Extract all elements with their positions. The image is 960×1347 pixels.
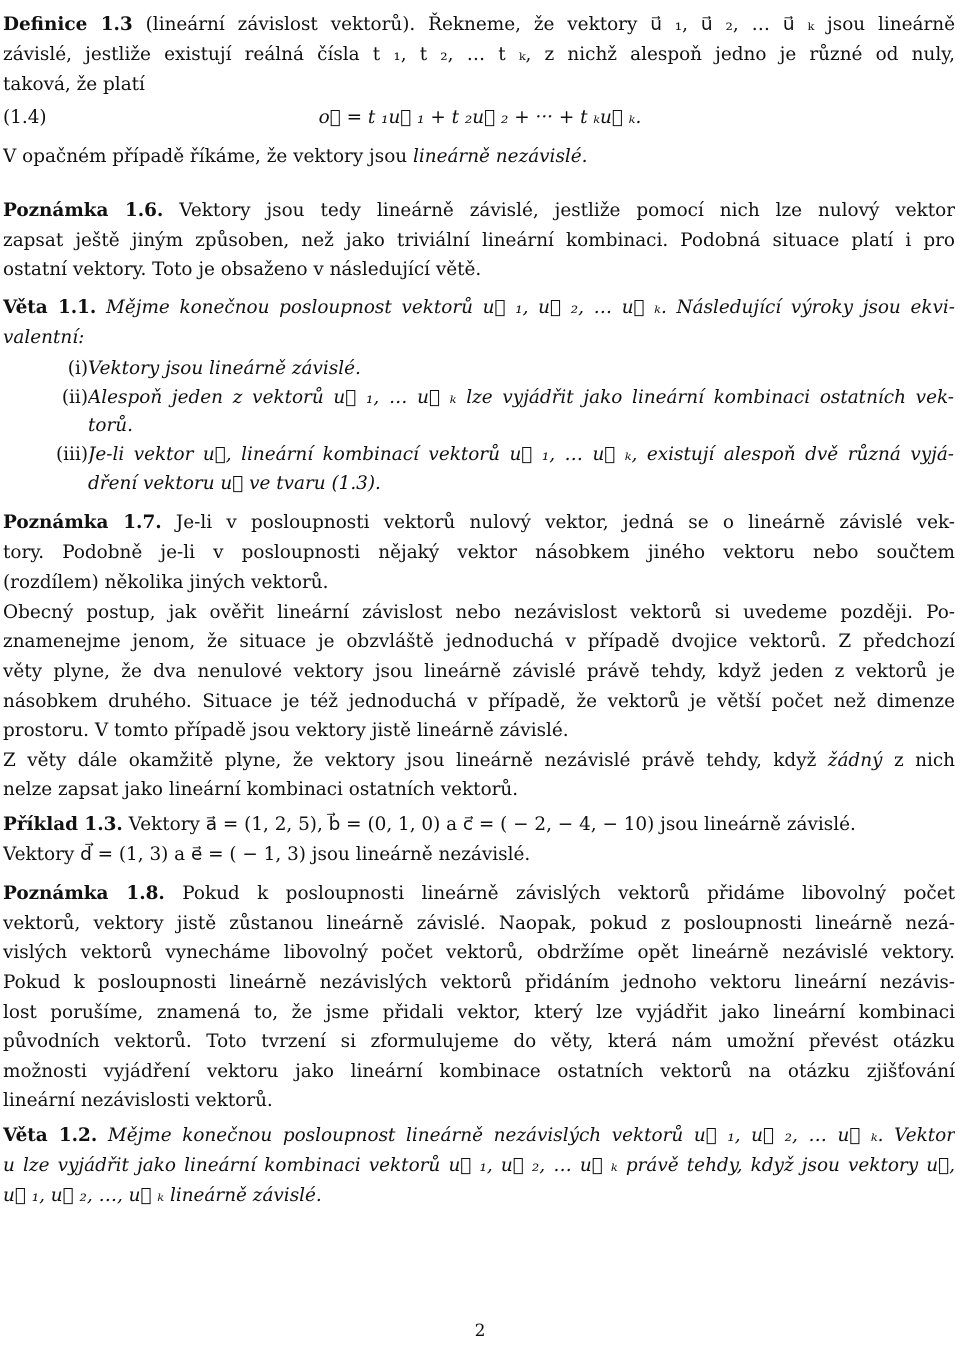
definition-1-3-line-3: taková, že platí [3, 74, 145, 95]
remark-1-7-line-4: Obecný postup, jak ověřit lineární závislost nebo nezávislost vektorů si uvedeme později. Po- [3, 602, 955, 623]
remark-1-8-line-2: vektorů, vektory jistě zůstanou lineárně závislé. Naopak, pokud z posloupnosti lineárně nezá- [3, 913, 955, 934]
remark-1-8-line-5: lost porušíme, znamená to, že jsme přidali vektor, který lze vyjádřit jako lineární kombinaci [3, 1002, 955, 1023]
remark-1-7-line-5: znamenejme jenom, že situace je obzvláště jednoduchá v případě dvojice vektorů. Z předchozí [3, 631, 955, 652]
remark-1-7-line-3: (rozdílem) několika jiných vektorů. [3, 572, 329, 593]
definition-1-3-line-2: závislé, jestliže existují reálná čísla t ₁, t ₂, … t ₖ, z nichž alespoň jedno je různé od nuly, [3, 44, 955, 65]
example-1-3-line-1: Příklad 1.3. Vektory a⃗ = (1, 2, 5), b⃗ = (0, 1, 0) a c⃗ = ( − 2, − 4, − 10) jsou lineárně závislé. [3, 814, 856, 835]
remark-1-8-line-7: možnosti vyjádření vektoru jako lineární kombinace ostatních vektorů na otázku zjišťování [3, 1061, 955, 1082]
definition-1-3-closing: V opačném případě říkáme, že vektory jsou lineárně nezávislé. [3, 146, 588, 167]
example-1-3-line-2: Vektory d⃗ = (1, 3) a e⃗ = ( − 1, 3) jsou lineárně nezávislé. [3, 844, 531, 865]
theorem-1-1-label: Věta 1.1. [3, 297, 97, 318]
remark-1-7-line-9: Z věty dále okamžitě plyne, že vektory jsou lineárně nezávislé právě tehdy, když žádný z nich [3, 750, 955, 771]
theorem-1-2-label: Věta 1.2. [3, 1125, 98, 1146]
remark-1-8-label: Poznámka 1.8. [3, 883, 165, 904]
remark-1-8-line-3: vislých vektorů vynecháme libovolný počet vektorů, obdržíme opět lineárně nezávislé vektory. [3, 942, 955, 963]
remark-1-7-line-7: násobkem druhého. Situace je též jednoduchá v případě, že vektorů je větší počet než dimenze [3, 691, 955, 712]
theorem-1-1-line-2: valentní: [3, 327, 85, 348]
remark-1-7-line-10: nelze zapsat jako lineární kombinaci ostatních vektorů. [3, 779, 519, 800]
remark-1-8-line-6: původních vektorů. Toto tvrzení si zformulujeme do věty, která nám umožní převést otázku [3, 1031, 955, 1052]
remark-1-7-line-2: tory. Podobně je-li v posloupnosti nějaký vektor násobkem jiného vektoru nebo součtem [3, 542, 955, 563]
example-1-3-label: Příklad 1.3. [3, 814, 123, 835]
theorem-1-2-line-1: Věta 1.2. Mějme konečnou posloupnost lineárně nezávislých vektorů u⃗ ₁, u⃗ ₂, … u⃗ ₖ. Vektor [3, 1125, 955, 1146]
page-number: 2 [474, 1321, 486, 1341]
remark-1-7-line-6: věty plyne, že dva nenulové vektory jsou lineárně závislé právě tehdy, když jeden z vektorů je [3, 661, 955, 682]
remark-1-6-line-2: zapsat ještě jiným způsoben, než jako triviální lineární kombinaci. Podobná situace platí i pro [3, 230, 955, 251]
remark-1-8-line-1: Poznámka 1.8. Pokud k posloupnosti lineárně závislých vektorů přidáme libovolný počet [3, 883, 955, 904]
theorem-1-2-line-3: u⃗ ₁, u⃗ ₂, …, u⃗ ₖ lineárně závislé. [3, 1185, 322, 1206]
remark-1-7-line-8: prostoru. V tomto případě jsou vektory jistě lineárně závislé. [3, 720, 569, 741]
remark-1-6-line-1: Poznámka 1.6. Vektory jsou tedy lineárně závislé, jestliže pomocí nich lze nulový vektor [3, 200, 955, 221]
equation-text: o⃗ = t ₁u⃗ ₁ + t ₂u⃗ ₂ + ··· + t ₖu⃗ ₖ. [318, 107, 642, 128]
definition-label: Definice 1.3 [3, 14, 133, 35]
equation-number: (1.4) [3, 107, 47, 128]
theorem-1-1-line-1: Věta 1.1. Mějme konečnou posloupnost vektorů u⃗ ₁, u⃗ ₂, … u⃗ ₖ. Následující výroky jsou ekvi- [3, 297, 955, 318]
remark-1-6-label: Poznámka 1.6. [3, 200, 164, 221]
remark-1-8-line-8: lineární nezávislosti vektorů. [3, 1090, 273, 1111]
remark-1-7-label: Poznámka 1.7. [3, 512, 162, 533]
remark-1-7-line-1: Poznámka 1.7. Je-li v posloupnosti vektorů nulový vektor, jedná se o lineárně závislé vek- [3, 512, 955, 533]
definition-1-3-line-1: Definice 1.3 (lineární závislost vektorů). Řekneme, že vektory u⃗ ₁, u⃗ ₂, … u⃗ ₖ jsou lineárně [3, 14, 955, 35]
equation-1-4 [0, 103, 960, 134]
remark-1-6-line-3: ostatní vektory. Toto je obsaženo v následující větě. [3, 259, 482, 280]
theorem-1-2-line-2: u lze vyjádřit jako lineární kombinaci vektorů u⃗ ₁, u⃗ ₂, … u⃗ ₖ právě tehdy, když jsou vektory u⃗, [3, 1155, 955, 1176]
remark-1-8-line-4: Pokud k posloupnosti lineárně nezávislých vektorů přidáním jednoho vektoru lineární nezávis- [3, 972, 955, 993]
